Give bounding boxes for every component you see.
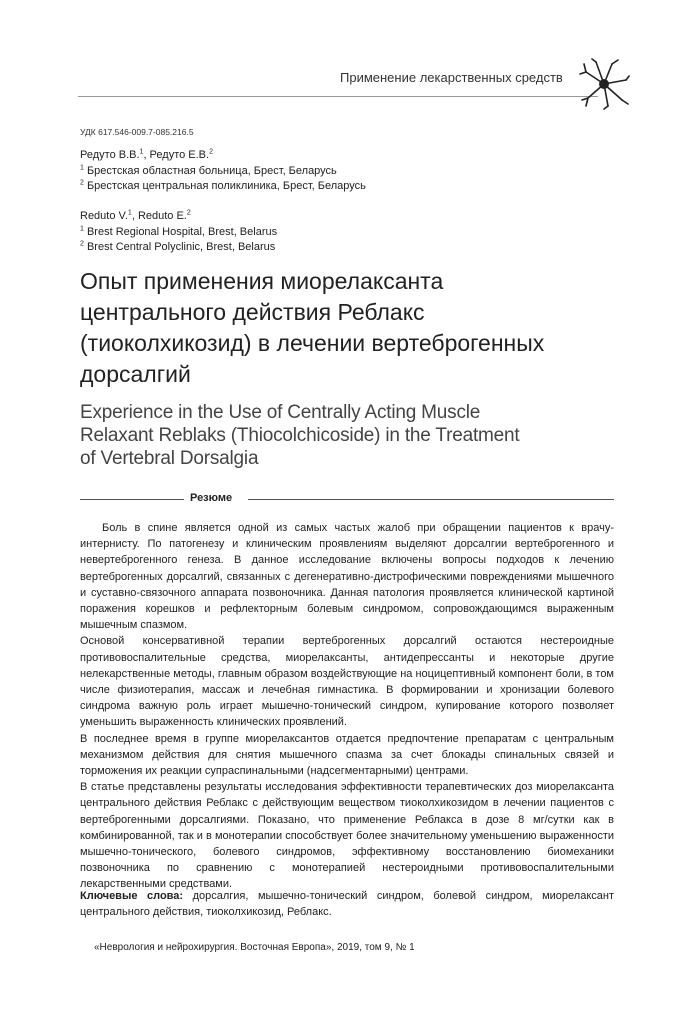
affiliation-ru-2	[80, 179, 366, 195]
abstract-paragraph: Основой консервативной терапии вертеброгенных дорсалгий остаются нестероидные противовоспалительные средства, миорелаксанты, антидепрессанты и некоторые другие нелекарственные методы, главным образом воздействующие на ноцицептивный компонент боли, в том числе физиотерапия, массаж и лечебная гимнастика. В формировании и хронизации болевого синдрома важную роль играет мышечно-тонический синдром, купирование которого позволяет уменьшить выраженность клинических проявлений.	[80, 635, 614, 729]
abstract-heading: Резюме	[190, 492, 233, 504]
affiliation-en-2	[80, 240, 277, 256]
author-ru-1-sup: 1	[139, 148, 144, 156]
section-title: Применение лекарственных средств	[340, 70, 563, 85]
authors-ru-block	[80, 148, 366, 195]
title-russian	[80, 266, 620, 390]
abstract-paragraph: В статье представлены результаты исследования эффективности терапевтических доз миорелаксанта центрального действия Реблакс с действующим веществом тиоколхикозидом в лечении пациентов с вертеброгенными дорсалгиями. Показано, что применение Реблакса в дозе 8 мг/сутки как в комбинированной, так и в монотерапии способствует более значительному уменьшению выраженности мышечно-тонического, болевого синдромов, эффективному восстановлению биомеханики позвоночника по сравнению с монотерапией нестероидными противовоспалительными лекарственными средствами.	[80, 781, 614, 891]
author-en-1-sup: 1	[127, 209, 132, 217]
affiliation-ru-2-text: Брестская центральная поликлиника, Брест, Беларусь	[83, 180, 366, 192]
title-english	[80, 401, 620, 470]
affiliation-en-1-text: Brest Regional Hospital, Brest, Belarus	[83, 225, 278, 238]
keywords	[80, 888, 614, 920]
keywords-label: Ключевые слова:	[80, 890, 184, 902]
abstract-heading-row	[80, 490, 614, 508]
title-en-line: Relaxant Reblaks (Thiocolchicoside) in the Treatment	[80, 425, 520, 446]
neuron-icon	[578, 58, 630, 110]
affiliation-en-1	[80, 225, 277, 241]
author-en-2: , Reduto E.	[131, 210, 187, 222]
affiliation-ru-1-num: 1	[80, 163, 84, 171]
affiliation-en-2-num: 2	[80, 240, 84, 248]
author-en-2-sup: 2	[186, 209, 191, 217]
title-ru-line: (тиоколхикозид) в лечении вертеброгенных	[80, 330, 545, 356]
title-ru-line: Опыт применения миорелаксанта	[80, 268, 444, 294]
udk-code: УДК 617.546-009.7-085.216.5	[80, 127, 194, 137]
author-ru-1: Редуто В.В.	[80, 149, 140, 161]
title-ru-line: дорсалгий	[80, 361, 191, 387]
header-rule	[78, 96, 598, 97]
affiliation-ru-2-num: 2	[80, 179, 84, 187]
affiliation-ru-1	[80, 164, 366, 180]
divider	[80, 499, 184, 500]
title-en-line: of Vertebral Dorsalgia	[80, 448, 259, 469]
title-ru-line: центрального действия Реблакс	[80, 299, 425, 325]
affiliation-ru-1-text: Брестская областная больница, Брест, Беларусь	[83, 164, 337, 177]
affiliation-en-1-num: 1	[80, 224, 84, 232]
journal-footer: «Неврология и нейрохирургия. Восточная Европа», 2019, том 9, № 1	[94, 942, 415, 953]
authors-en-block	[80, 209, 277, 256]
author-en-1: Reduto V.	[80, 210, 128, 222]
abstract-paragraph: В последнее время в группе миорелаксантов отдается предпочтение препаратам с центральным механизмом действия для снятия мышечного спазма за счет блокады спинальных связей и торможения их реакции супраспинальными (надсегментарными) центрами.	[80, 732, 614, 778]
author-ru-2-sup: 2	[209, 148, 213, 156]
abstract-paragraph: Боль в спине является одной из самых частых жалоб при обращении пациентов к врачу-интернисту. По патогенезу и клиническим проявлениям выделяют дорсалгии вертеброгенного и невертеброгенного генеза. В данное исследование включены вопросы подходов к лечению вертеброгенных дорсалгий, связанных с дегенеративно-дистрофическими повреждениями мышечного и суставно-связочного аппарата позвоночника. Данная патология проявляется клинической картиной поражения корешков и рефлекторным болевым синдромом, сопровождающимся выраженным мышечным спазмом.	[80, 522, 614, 632]
authors-ru	[80, 148, 366, 164]
abstract-body	[80, 520, 614, 893]
authors-en	[80, 209, 277, 225]
affiliation-en-2-text: Brest Central Polyclinic, Brest, Belarus	[83, 241, 276, 253]
divider	[248, 499, 614, 500]
author-ru-2: , Редуто Е.В.	[143, 149, 210, 161]
title-en-line: Experience in the Use of Centrally Acting Muscle	[80, 402, 481, 423]
keywords-text: дорсалгия, мышечно-тонический синдром, болевой синдром, миорелаксант центрального действия, тиоколхикозид, Реблакс.	[80, 890, 614, 919]
